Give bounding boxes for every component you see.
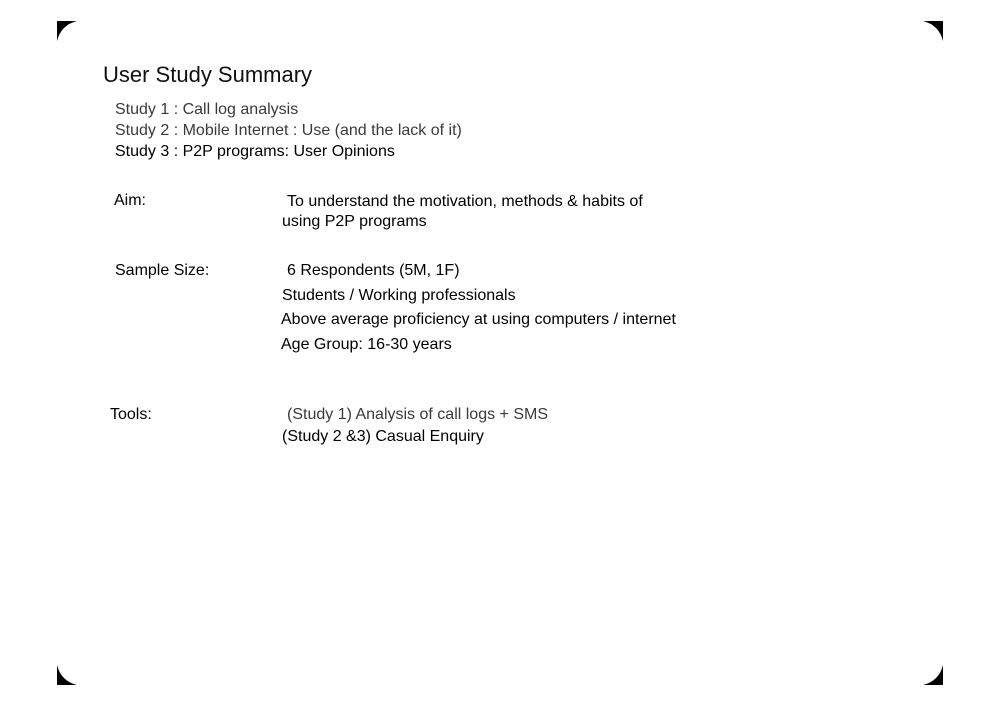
tools-line-2: (Study 2 &3) Casual Enquiry: [282, 428, 484, 445]
aim-label: Aim:: [114, 192, 146, 209]
sample-size-line-3: Above average proficiency at using computers / internet: [281, 311, 676, 328]
sample-size-line-2: Students / Working professionals: [282, 287, 516, 304]
aim-text-line-2: using P2P programs: [282, 213, 427, 230]
study-item-1: Study 1 : Call log analysis: [115, 101, 299, 118]
study-item-2: Study 2 : Mobile Internet : Use (and the lack of it): [115, 122, 462, 139]
sample-size-line-1: 6 Respondents (5M, 1F): [287, 262, 460, 279]
tools-label: Tools:: [110, 406, 152, 423]
sample-size-line-4: Age Group: 16-30 years: [281, 336, 452, 353]
aim-text-line-1: To understand the motivation, methods & habits of: [287, 193, 643, 210]
tools-line-1: (Study 1) Analysis of call logs + SMS: [287, 406, 548, 423]
study-item-3: Study 3 : P2P programs: User Opinions: [115, 143, 395, 160]
corner-mark-bottom-right-icon: [923, 665, 943, 685]
corner-mark-top-left-icon: [57, 21, 77, 41]
corner-mark-bottom-left-icon: [57, 665, 77, 685]
corner-mark-top-right-icon: [923, 21, 943, 41]
page-title: User Study Summary: [103, 62, 313, 87]
sample-size-label: Sample Size:: [115, 262, 210, 279]
